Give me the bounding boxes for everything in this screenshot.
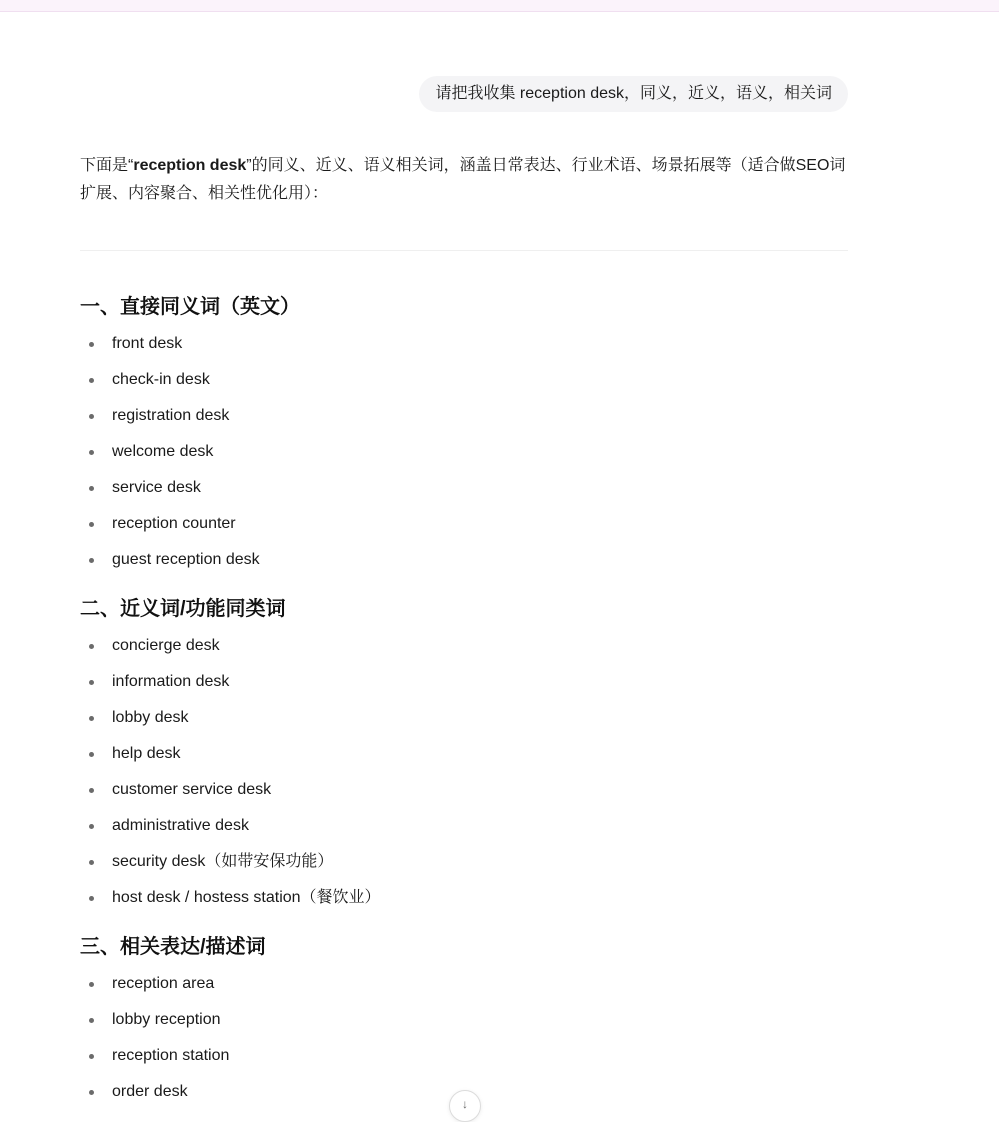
user-message-row: [419, 76, 848, 112]
bullet-icon: [89, 680, 94, 685]
intro-prefix: 下面是“: [80, 157, 134, 174]
bullet-icon: [89, 378, 94, 383]
list-item: guest reception desk: [80, 542, 848, 578]
bullet-icon: [89, 450, 94, 455]
scroll-down-button[interactable]: [449, 1090, 481, 1122]
list-item: customer service desk: [80, 772, 848, 808]
list-item: help desk: [80, 736, 848, 772]
bullet-icon: [89, 414, 94, 419]
list-item: security desk（如带安保功能）: [80, 844, 848, 880]
user-message-bubble: 请把我收集 reception desk，同义，近义，语义，相关词: [419, 76, 848, 112]
top-bar: [0, 0, 999, 12]
bullet-icon: [89, 982, 94, 987]
bullet-icon: [89, 1054, 94, 1059]
list-item: lobby reception: [80, 1002, 848, 1038]
bullet-icon: [89, 342, 94, 347]
synonyms-list: [80, 326, 848, 578]
divider: [80, 250, 848, 251]
answer-intro: [80, 152, 848, 208]
list-item: lobby desk: [80, 700, 848, 736]
bullet-icon: [89, 896, 94, 901]
bullet-icon: [89, 824, 94, 829]
list-item: front desk: [80, 326, 848, 362]
intro-suffix: ”的同义、近义、语义相关词，涵盖日常表达、行业术语、场景拓展等（适合做SEO词扩展、内容聚合、相关性优化用）：: [80, 157, 846, 202]
list-item: service desk: [80, 470, 848, 506]
list-item: administrative desk: [80, 808, 848, 844]
list-item: welcome desk: [80, 434, 848, 470]
list-item: host desk / hostess station（餐饮业）: [80, 880, 848, 916]
list-item: concierge desk: [80, 628, 848, 664]
section-title-near-synonyms: 二、近义词/功能同类词: [80, 598, 286, 620]
list-item: reception counter: [80, 506, 848, 542]
list-item: reception area: [80, 966, 848, 1002]
bullet-icon: [89, 558, 94, 563]
intro-keyword: reception desk: [133, 157, 247, 174]
bullet-icon: [89, 522, 94, 527]
bullet-icon: [89, 860, 94, 865]
section-title-synonyms: 一、直接同义词（英文）: [80, 296, 300, 318]
list-item: registration desk: [80, 398, 848, 434]
bullet-icon: [89, 716, 94, 721]
related-list: [80, 966, 848, 1110]
bullet-icon: [89, 788, 94, 793]
list-item: check-in desk: [80, 362, 848, 398]
bullet-icon: [89, 486, 94, 491]
chevron-down-icon: ↓: [462, 1097, 468, 1111]
assistant-answer: [80, 152, 848, 1110]
bullet-icon: [89, 644, 94, 649]
list-item: reception station: [80, 1038, 848, 1074]
bullet-icon: [89, 752, 94, 757]
bullet-icon: [89, 1090, 94, 1095]
section-title-related: 三、相关表达/描述词: [80, 936, 266, 958]
near-synonyms-list: [80, 628, 848, 916]
bullet-icon: [89, 1018, 94, 1023]
list-item: order desk: [80, 1074, 848, 1110]
list-item: information desk: [80, 664, 848, 700]
